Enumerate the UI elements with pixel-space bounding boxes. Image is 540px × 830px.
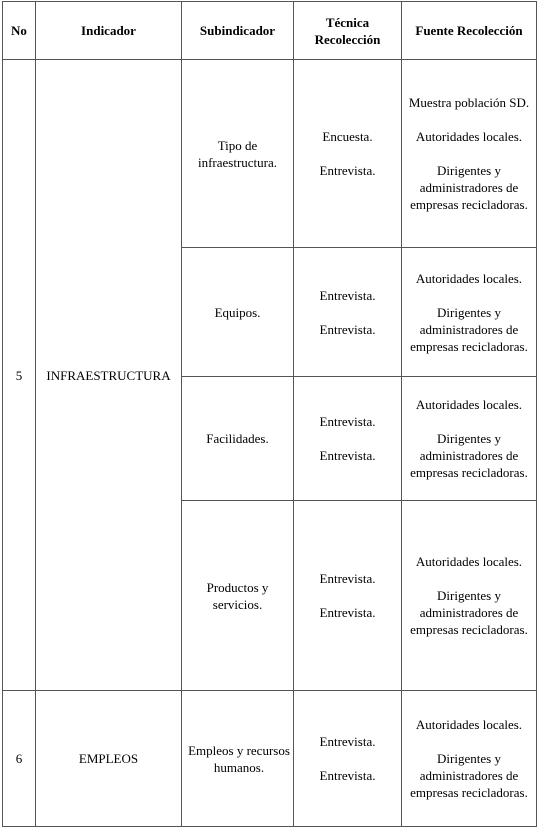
tecnica-text: Entrevista. — [319, 321, 376, 337]
fuente-text: Dirigentes y administradores de empresas recicladoras. — [410, 751, 528, 800]
cell-indicador: EMPLEOS — [36, 691, 182, 827]
cell-fuente — [402, 60, 537, 248]
fuente-text: Autoridades locales. — [415, 397, 523, 412]
fuente-text: Dirigentes y administradores de empresas recicladoras. — [410, 431, 528, 480]
cell-subindicador: Tipo de infraestructura. — [182, 60, 294, 248]
cell-tecnica — [294, 691, 402, 827]
fuente-text: Autoridades locales. — [415, 270, 523, 286]
header-tecnica: Técnica Recolección — [294, 2, 402, 60]
cell-no: 5 — [3, 60, 36, 691]
header-subindicador: Subindicador — [182, 2, 294, 60]
cell-tecnica — [294, 60, 402, 248]
header-indicador: Indicador — [36, 2, 182, 60]
table-row — [3, 60, 537, 248]
tecnica-text: Encuesta. — [322, 129, 373, 144]
cell-subindicador: Facilidades. — [182, 377, 294, 501]
table-row — [3, 691, 537, 827]
fuente-text: Dirigentes y administradores de empresas recicladoras. — [410, 304, 528, 354]
tecnica-text: Entrevista. — [319, 287, 376, 303]
tecnica-text: Entrevista. — [319, 163, 376, 178]
tecnica-text: Entrevista. — [319, 768, 376, 783]
fuente-text: Autoridades locales. — [415, 129, 523, 144]
cell-fuente — [402, 377, 537, 501]
cell-subindicador: Productos y servicios. — [182, 501, 294, 691]
fuente-text: Dirigentes y administradores de empresas recicladoras. — [410, 163, 528, 212]
cell-fuente — [402, 501, 537, 691]
fuente-text: Dirigentes y administradores de empresas recicladoras. — [410, 588, 528, 637]
tecnica-text: Entrevista. — [319, 571, 376, 586]
header-row — [3, 2, 537, 60]
cell-tecnica — [294, 501, 402, 691]
cell-fuente — [402, 248, 537, 377]
indicators-table — [2, 1, 537, 827]
header-no: No — [3, 2, 36, 60]
cell-tecnica — [294, 377, 402, 501]
tecnica-text: Entrevista. — [319, 605, 376, 620]
header-fuente: Fuente Recolección — [402, 2, 537, 60]
fuente-text: Autoridades locales. — [415, 717, 523, 732]
tecnica-text: Entrevista. — [319, 414, 376, 429]
fuente-text: Muestra población SD. — [408, 95, 530, 110]
tecnica-text: Entrevista. — [319, 448, 376, 463]
fuente-text: Autoridades locales. — [415, 554, 523, 569]
cell-no: 6 — [3, 691, 36, 827]
cell-subindicador: Equipos. — [182, 248, 294, 377]
cell-tecnica — [294, 248, 402, 377]
cell-fuente — [402, 691, 537, 827]
cell-indicador: INFRAESTRUCTURA — [36, 60, 182, 691]
cell-subindicador: Empleos y recursos humanos. — [182, 691, 294, 827]
tecnica-text: Entrevista. — [319, 734, 376, 749]
